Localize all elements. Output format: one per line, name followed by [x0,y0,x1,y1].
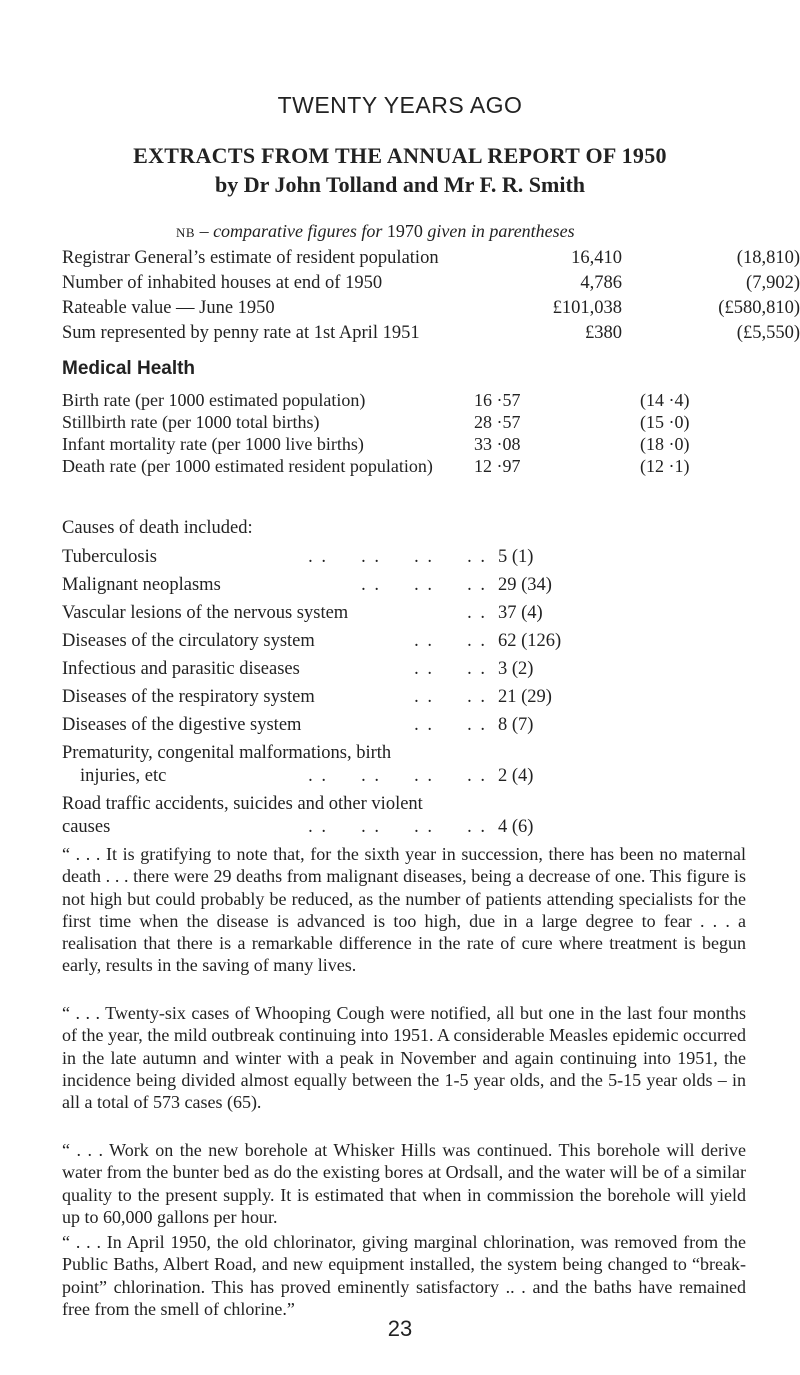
medical-value-1950: 33 ·08 [474,434,521,454]
medical-value-1970: (12 ·1) [640,456,690,476]
cause-value: 29 (34) [498,575,552,595]
medical-value-1970: (15 ·0) [640,412,690,432]
general-value-1950: £101,038 [552,298,622,318]
extract-paragraph: “ . . . Work on the new borehole at Whisker Hills was continued. This borehole will derive water from the bunter bed as do the existing bores at Ordsall, and the water will be of a similar quality to the present supply. It is estimated that when in commission the borehole will yield up to 60,000 gallons per hour. [62,1140,746,1227]
general-value-1970: (£580,810) [718,298,800,318]
cause-label: Tuberculosis [62,547,157,567]
extract-paragraph: “ . . . It is gratifying to note that, for the sixth year in succession, there has been no maternal death . . . there were 29 deaths from malignant diseases, being a decrease of one. This figure is not high but could probably be reduced, as the number of patients attending specialists for the first time when the disease is advanced is too high, due in a large degree to fear . . . a realisation that there is a remarkable difference in the rate of cure where treatment is begun early, results in the saving of many lives. [62,844,746,976]
general-label: Rateable value — June 1950 [62,298,275,318]
note-prefix: NB [176,225,196,240]
cause-value: 21 (29) [498,687,552,707]
note-dash: – [195,221,214,241]
cause-label: Prematurity, congenital malformations, birth [62,743,392,763]
general-value-1950: £380 [585,323,622,343]
cause-label: Malignant neoplasms [62,575,221,595]
medical-value-1950: 12 ·97 [474,456,521,476]
note-year: 1970 [386,221,423,241]
page-number: 23 [387,1316,413,1341]
general-value-1970: (18,810) [736,248,800,268]
general-value-1950: 4,786 [580,273,622,293]
cause-label: Road traffic accidents, suicides and other violent [62,794,423,814]
extract-paragraph: “ . . . In April 1950, the old chlorinator, giving marginal chlorination, was removed from the Public Baths, Albert Road, and new equipment installed, the system being changed to “break-point” chlorination. This has proved eminently satisfactory .. . and the baths have remained free from the smell of chlorine.” [62,1232,746,1319]
general-value-1970: (7,902) [746,273,800,293]
causes-heading: Causes of death included: [62,518,253,538]
medical-label: Stillbirth rate (per 1000 total births) [62,412,320,432]
cause-label: Diseases of the circulatory system [62,631,315,651]
cause-value: 8 (7) [498,715,534,735]
general-value-1970: (£5,550) [736,323,800,343]
medical-label: Infant mortality rate (per 1000 live births) [62,434,364,454]
cause-value: 3 (2) [498,659,534,679]
cause-leader-dots: . . . . . . . . [308,547,487,567]
cause-leader-dots: . . . . [414,659,487,679]
cause-leader-dots: . . . . . . . . [308,766,487,786]
cause-label-continued: causes [62,817,111,837]
note-text-a: comparative figures for [213,221,387,241]
cause-value: 62 (126) [498,631,562,651]
medical-heading: Medical Health [62,358,196,379]
cause-label: Vascular lesions of the nervous system [62,603,349,623]
general-value-1950: 16,410 [571,248,622,268]
cause-label-continued: injuries, etc [80,766,167,786]
cause-value: 37 (4) [498,603,543,623]
cause-label: Diseases of the digestive system [62,715,302,735]
general-label: Registrar General’s estimate of resident population [62,248,439,268]
general-label: Number of inhabited houses at end of 1950 [62,273,383,293]
cause-label: Diseases of the respiratory system [62,687,315,707]
cause-leader-dots: . . [467,603,487,623]
page-title: TWENTY YEARS AGO [277,92,523,118]
cause-leader-dots: . . . . . . . . [308,817,487,837]
general-label: Sum represented by penny rate at 1st April 1951 [62,323,420,343]
cause-value: 5 (1) [498,547,534,567]
note-text-b: given in parentheses [422,221,575,241]
medical-value-1970: (18 ·0) [640,434,690,454]
cause-leader-dots: . . . . [414,687,487,707]
extract-paragraph: “ . . . Twenty-six cases of Whooping Cough were notified, all but one in the last four months of the year, the mild outbreak continuing into 1951. A considerable Measles epidemic occurred in the late autumn and winter with a peak in November and again continuing into 1951, the incidence being divided almost equally between the 1-5 year olds, and the 5-15 year olds – in all a total of 573 cases (65). [62,1003,746,1113]
report-authors: by Dr John Tolland and Mr F. R. Smith [214,172,586,197]
cause-value: 2 (4) [498,766,534,786]
cause-value: 4 (6) [498,817,534,837]
medical-label: Death rate (per 1000 estimated resident population) [62,456,433,476]
report-subtitle: EXTRACTS FROM THE ANNUAL REPORT OF 1950 [133,143,667,168]
medical-value-1970: (14 ·4) [640,390,690,410]
medical-value-1950: 28 ·57 [474,412,521,432]
cause-leader-dots: . . . . [414,715,487,735]
cause-leader-dots: . . . . [414,631,487,651]
comparison-note [176,221,575,242]
medical-label: Birth rate (per 1000 estimated population) [62,390,366,410]
cause-leader-dots: . . . . . . [361,575,487,595]
cause-label: Infectious and parasitic diseases [62,659,300,679]
medical-value-1950: 16 ·57 [474,390,521,410]
